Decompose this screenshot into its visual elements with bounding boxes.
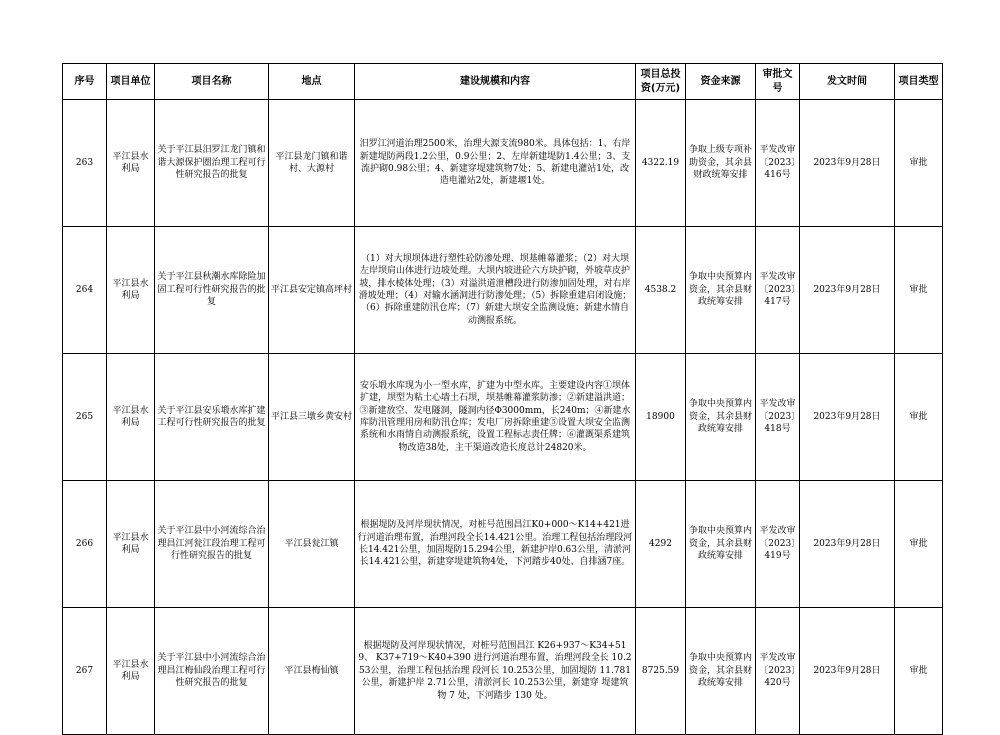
cell-location: 平江县瓮江镇 [269, 481, 355, 608]
cell-investment: 4322.19 [636, 100, 686, 227]
cell-funding: 争取中央预算内资金，其余县财政统筹安排 [686, 481, 756, 608]
table-row [63, 227, 943, 354]
cell-type: 审批 [895, 100, 943, 227]
cell-investment: 4292 [636, 481, 686, 608]
table-row [63, 481, 943, 608]
cell-investment: 8725.59 [636, 608, 686, 735]
cell-content: 根据堤防及河岸现状情况，对桩号范围昌江 K26+937～K34+519、 K37+719～K40+390 进行河道治理布置，治理河段全长 10.253公里，治理工程包括治理 段河长 10.253公里，加固堤防 11.781公里，新建护岸 2.71公里，清淤河长 10.253公里，新建穿 堤建筑物 7 处，下河踏步 130 处。 [355, 608, 636, 735]
cell-date: 2023年9月28日 [800, 100, 895, 227]
table-row [63, 354, 943, 481]
cell-unit: 平江县水利局 [107, 227, 155, 354]
table-row [63, 608, 943, 735]
cell-type: 审批 [895, 227, 943, 354]
cell-seq: 267 [63, 608, 107, 735]
cell-unit: 平江县水利局 [107, 354, 155, 481]
header-location: 地点 [269, 64, 355, 100]
cell-location: 平江县三墩乡黄安村 [269, 354, 355, 481]
cell-location: 平江县龙门镇和谐村、大源村 [269, 100, 355, 227]
cell-type: 审批 [895, 481, 943, 608]
header-seq: 序号 [63, 64, 107, 100]
cell-type: 审批 [895, 608, 943, 735]
cell-location: 平江县安定镇高坪村 [269, 227, 355, 354]
cell-date: 2023年9月28日 [800, 227, 895, 354]
cell-approval: 平发改审〔2023〕418号 [756, 354, 800, 481]
cell-date: 2023年9月28日 [800, 481, 895, 608]
cell-project-name: 关于平江县安乐塅水库扩建工程可行性研究报告的批复 [155, 354, 269, 481]
cell-project-name: 关于平江县汨罗江龙门镇和谐大源保护圈治理工程可行性研究报告的批复 [155, 100, 269, 227]
cell-investment: 4538.2 [636, 227, 686, 354]
table-header-row [63, 64, 943, 100]
cell-content: 汨罗江河道治理2500米，治理大源支流980米。具体包括：1、右岸新建堤防两段1.2公里，0.9公里；2、左岸新建堤防1.4公里；3、支流护砌0.98公里；4、新建穿堤建筑物7处；5、新建电灌站1处，改造电灌站2处，新建堰1处。 [355, 100, 636, 227]
header-unit: 项目单位 [107, 64, 155, 100]
cell-funding: 争取中央预算内资金，其余县财政统筹安排 [686, 608, 756, 735]
cell-approval: 平发改审〔2023〕419号 [756, 481, 800, 608]
cell-investment: 18900 [636, 354, 686, 481]
cell-approval: 平发改审〔2023〕417号 [756, 227, 800, 354]
cell-unit: 平江县水利局 [107, 481, 155, 608]
header-approval: 审批文号 [756, 64, 800, 100]
header-type: 项目类型 [895, 64, 943, 100]
cell-content: 根据堤防及河岸现状情况，对桩号范围昌江K0+000～K14+421进行河道治理布置，治理河段全长14.421公里。治理工程包括治理段河长14.421公里，加固堤防15.294公里，新建护岸0.63公里，清淤河长14.421公里，新建穿堤建筑物4处，下河踏步40处、自排涵7座。 [355, 481, 636, 608]
cell-funding: 争取中央预算内资金，其余县财政统筹安排 [686, 227, 756, 354]
cell-date: 2023年9月28日 [800, 608, 895, 735]
cell-funding: 争取上级专项补助资金，其余县财政统筹安排 [686, 100, 756, 227]
cell-content: 安乐塅水库现为小一型水库，扩建为中型水库。主要建设内容①坝体扩建，坝型为粘土心墙土石坝，坝基帷幕灌浆防渗；②新建溢洪道；③新建放空、发电隧洞，隧洞内径Φ3000mm，长240m；④新建水库防汛管理用房和防汛仓库；发电厂房拆除重建⑤设置大坝安全监测系统和水雨情自动测报系统，设置工程标志责任牌；⑥灌溉渠系建筑物改造38处，主干渠道改造长度总计24820米。 [355, 354, 636, 481]
cell-location: 平江县梅仙镇 [269, 608, 355, 735]
cell-approval: 平发改审〔2023〕420号 [756, 608, 800, 735]
cell-content: （1）对大坝坝体进行塑性砼防渗处理、坝基帷幕灌浆；（2）对大坝左岸坝肩山体进行边坡处理。大坝内坡进砼六方块护砌，外坡草皮护坡，排水棱体处理；（3）对溢洪道泄槽段进行防渗加固处理，对右岸滑坡处理；（4）对输水涵洞进行防渗处理；（5）拆除重建启闭设施；（6）拆除重建防汛仓库；（7）新建大坝安全监测设施；新建水情自动测报系统。 [355, 227, 636, 354]
table-row [63, 100, 943, 227]
cell-type: 审批 [895, 354, 943, 481]
cell-seq: 265 [63, 354, 107, 481]
cell-project-name: 关于平江县中小河流综合治理昌江河瓮江段治理工程可行性研究报告的批复 [155, 481, 269, 608]
cell-date: 2023年9月28日 [800, 354, 895, 481]
cell-unit: 平江县水利局 [107, 608, 155, 735]
header-funding: 资金来源 [686, 64, 756, 100]
cell-funding: 争取中央预算内资金，其余县财政统筹安排 [686, 354, 756, 481]
cell-seq: 263 [63, 100, 107, 227]
header-content: 建设规模和内容 [355, 64, 636, 100]
cell-project-name: 关于平江县秋潮水库除险加固工程可行性研究报告的批复 [155, 227, 269, 354]
header-name: 项目名称 [155, 64, 269, 100]
header-investment: 项目总投资(万元) [636, 64, 686, 100]
header-date: 发文时间 [800, 64, 895, 100]
cell-project-name: 关于平江县中小河流综合治理昌江梅仙段治理工程可行性研究报告的批复 [155, 608, 269, 735]
project-approval-table [62, 63, 943, 735]
cell-seq: 264 [63, 227, 107, 354]
cell-approval: 平发改审〔2023〕416号 [756, 100, 800, 227]
cell-unit: 平江县水利局 [107, 100, 155, 227]
cell-seq: 266 [63, 481, 107, 608]
